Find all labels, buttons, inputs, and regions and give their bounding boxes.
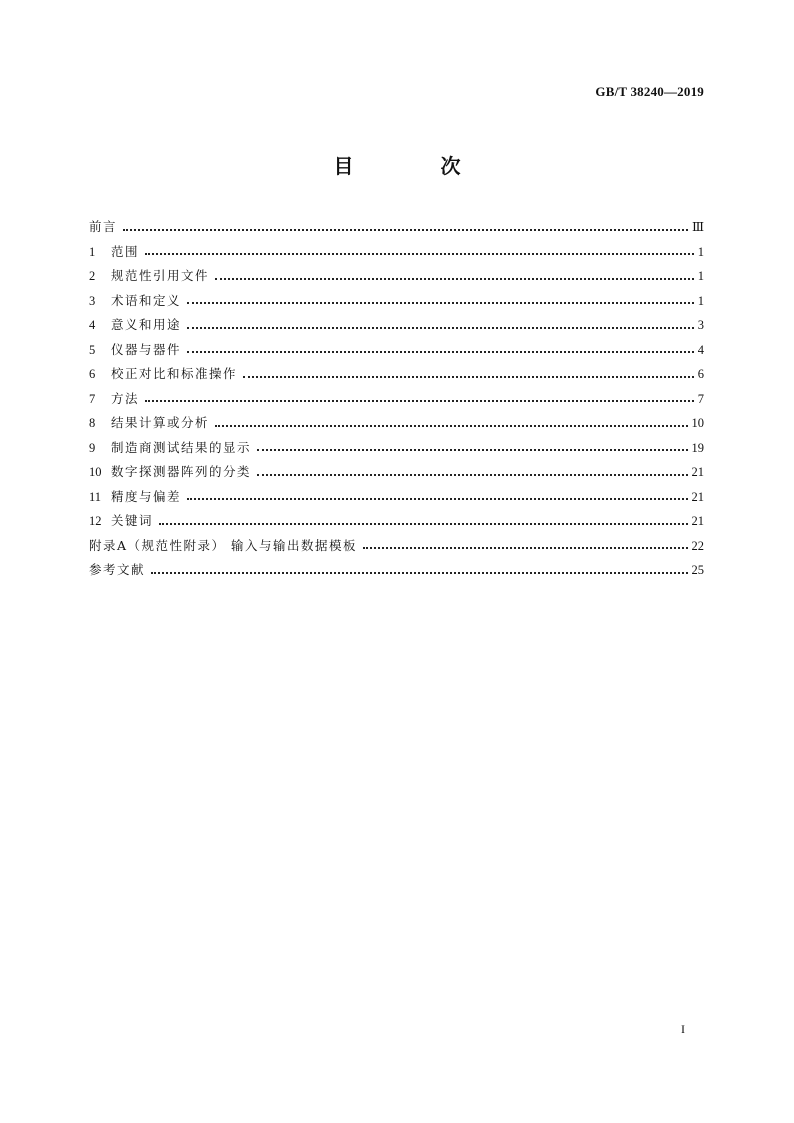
toc-leader-dots <box>187 350 694 353</box>
toc-entry-label: 方法 <box>111 390 140 406</box>
toc-entry-page: 1 <box>697 244 704 259</box>
toc-entry-number: 4 <box>89 318 96 332</box>
toc-leader-dots <box>257 473 687 476</box>
toc-entry-page: 7 <box>697 391 704 406</box>
toc-entry-label: 参考文献 <box>89 562 146 577</box>
toc-entry-11[interactable] <box>89 485 704 510</box>
toc-entry-number: 3 <box>89 293 96 308</box>
toc-entry-page: 25 <box>691 563 704 577</box>
toc-entry-number: 6 <box>89 367 96 381</box>
toc-entry-page: 21 <box>691 489 704 504</box>
toc-entry-page: 10 <box>691 416 704 430</box>
toc-entry-page: 19 <box>691 440 704 455</box>
toc-entry-9[interactable] <box>89 436 704 461</box>
toc-entry-5[interactable] <box>89 338 704 363</box>
toc-entry-page: 22 <box>691 538 704 553</box>
toc-entry-number: 10 <box>89 465 102 479</box>
toc-entry-page: 1 <box>697 269 704 283</box>
toc-entry-label: 范围 <box>111 243 140 259</box>
toc-entry-4[interactable] <box>89 313 704 338</box>
toc-entry-3[interactable] <box>89 289 704 314</box>
toc-entry-label: 数字探测器阵列的分类 <box>111 464 252 479</box>
toc-entry-page: 3 <box>697 318 704 332</box>
toc-entry-label: 意义和用途 <box>111 317 182 332</box>
toc-leader-dots <box>123 228 688 231</box>
toc-leader-dots <box>187 497 687 500</box>
toc-entry-number: 11 <box>89 489 102 504</box>
toc-entry-appendix-a[interactable] <box>89 534 704 559</box>
toc-entry-number: 2 <box>89 269 96 283</box>
toc-leader-dots <box>145 399 694 402</box>
page-title: 目 次 <box>333 154 501 178</box>
toc-entry-label: 结果计算或分析 <box>111 415 210 430</box>
toc-entry-label: 术语和定义 <box>111 292 182 308</box>
toc-entry-2[interactable] <box>89 264 704 289</box>
toc-leader-dots <box>187 301 694 304</box>
toc-leader-dots <box>363 546 687 549</box>
toc-entry-label: 规范性引用文件 <box>111 268 210 283</box>
toc-entry-1[interactable] <box>89 240 704 265</box>
toc-entry-label: 关键词 <box>111 513 154 528</box>
toc-entry-label: 制造商测试结果的显示 <box>111 439 252 455</box>
toc-entry-10[interactable] <box>89 460 704 485</box>
page-number: I <box>681 1022 685 1036</box>
toc-leader-dots <box>215 424 687 427</box>
toc-entry-number: 1 <box>89 244 96 259</box>
toc-entry-number: 5 <box>89 342 96 357</box>
toc-entry-page: 6 <box>697 367 704 381</box>
toc-leader-dots <box>187 326 694 329</box>
toc-entry-label: 校正对比和标准操作 <box>111 366 238 381</box>
toc-entry-number: 9 <box>89 440 96 455</box>
toc-entry-page: 4 <box>697 342 704 357</box>
toc-entry-page: Ⅲ <box>691 220 704 234</box>
standard-code: GB/T 38240—2019 <box>595 84 704 99</box>
toc-entry-label: 精度与偏差 <box>111 488 182 504</box>
toc-entry-7[interactable] <box>89 387 704 412</box>
toc-entry-number: 12 <box>89 514 102 528</box>
toc-leader-dots <box>145 252 694 255</box>
toc-leader-dots <box>215 277 694 280</box>
toc-entry-label: 附录A（规范性附录） 输入与输出数据模板 <box>89 537 358 553</box>
toc-leader-dots <box>151 571 687 574</box>
table-of-contents <box>89 215 704 583</box>
toc-entry-references[interactable] <box>89 558 704 583</box>
toc-leader-dots <box>257 448 687 451</box>
toc-entry-number: 7 <box>89 391 96 406</box>
toc-entry-6[interactable] <box>89 362 704 387</box>
toc-leader-dots <box>243 375 694 378</box>
toc-entry-page: 21 <box>691 514 704 528</box>
toc-entry-page: 1 <box>697 293 704 308</box>
toc-entry-number: 8 <box>89 416 96 430</box>
toc-entry-label: 仪器与器件 <box>111 341 182 357</box>
toc-entry-foreword[interactable] <box>89 215 704 240</box>
toc-leader-dots <box>159 522 687 525</box>
toc-entry-12[interactable] <box>89 509 704 534</box>
toc-entry-page: 21 <box>691 465 704 479</box>
toc-entry-8[interactable] <box>89 411 704 436</box>
toc-entry-label: 前言 <box>89 219 118 234</box>
